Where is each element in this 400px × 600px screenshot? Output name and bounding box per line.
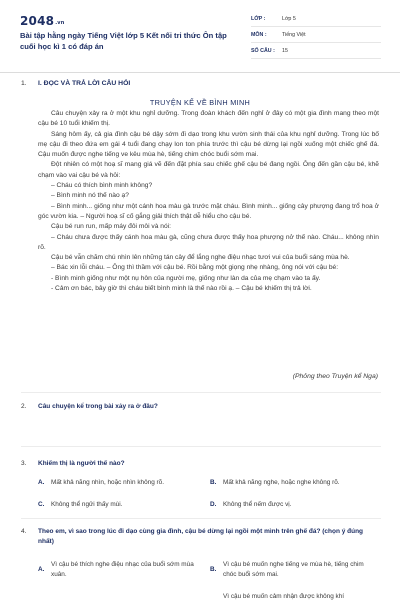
logo-suffix: .vn bbox=[55, 20, 65, 26]
option-label: C. bbox=[38, 501, 45, 508]
meta-key: LỚP : bbox=[251, 15, 266, 22]
story-title: TRUYỆN KỂ VỀ BÌNH MINH bbox=[149, 98, 251, 107]
question-number: 4. bbox=[21, 528, 27, 535]
story-paragraph: Đột nhiên có một hoạ sĩ mang giá vẽ đến đặt phía sau chiếc ghế cậu bé đang ngồi. Ông đến gần cậu bé, khẽ chạm vào vai cậu bé và hỏi: bbox=[38, 161, 379, 179]
answer-option-c[interactable] bbox=[38, 500, 122, 510]
story-paragraph: Cậu bé vẫn chăm chú nhìn lên những tán cây để lắng nghe điệu nhạc tươi vui của buổi sáng mùa hè. bbox=[51, 254, 350, 262]
question-text: Theo em, vì sao trong lúc đi dạo cùng gia đình, cậu bé dừng lại ngồi một mình trên ghế đá? (chọn ý đúng nhất) bbox=[38, 528, 364, 545]
answer-option-partial[interactable] bbox=[223, 592, 344, 600]
story-dialogue: – Cháu chưa được thấy cánh hoa màu gà, cũng chưa được thấy hoa phượng nở thế nào. Cháu... không nhìn rõ. bbox=[38, 233, 379, 251]
question-2 bbox=[21, 402, 381, 412]
story-dialogue: – Bình minh nó thế nào ạ? bbox=[51, 192, 129, 200]
meta-row-class bbox=[251, 11, 381, 27]
question-number: 2. bbox=[21, 403, 27, 410]
story-dialogue: – Bình minh... giống như một cánh hoa màu gà trước mặt cháu. Bình minh... giống cây phượng đang trổ hoa ở góc vườn kia. – Người hoạ sĩ cố gắng giải thích thật dễ hiểu cho cậu bé. bbox=[38, 202, 379, 220]
meta-value: 15 bbox=[282, 47, 288, 54]
option-label: A. bbox=[38, 566, 45, 573]
meta-key: MÔN : bbox=[251, 31, 267, 38]
question-3 bbox=[21, 459, 381, 469]
question-text: Khiếm thị là người thế nào? bbox=[38, 460, 125, 467]
answer-option-a[interactable] bbox=[38, 560, 206, 580]
option-label: D. bbox=[210, 501, 217, 508]
story-dialogue: – Bác xin lỗi cháu. – Ông thì thầm với cậu bé. Rồi bằng một giọng nhẹ nhàng, ông nói với cậu bé: bbox=[51, 264, 339, 272]
meta-row-subject bbox=[251, 27, 381, 43]
section-number: 1. bbox=[21, 80, 27, 87]
meta-value: Lớp 5 bbox=[282, 15, 296, 22]
option-text: Vì cậu bé thích nghe điệu nhạc của buổi sớm mùa xuân. bbox=[51, 561, 194, 578]
answer-option-b[interactable] bbox=[210, 478, 340, 488]
option-text: Mất khả năng nhìn, hoặc nhìn không rõ. bbox=[51, 479, 164, 486]
document-title: Bài tập hằng ngày Tiếng Việt lớp 5 Kết nối tri thức Ôn tập cuối học kì 1 có đáp án bbox=[20, 31, 227, 51]
divider bbox=[21, 446, 381, 447]
option-label: B. bbox=[210, 566, 217, 573]
section-heading bbox=[21, 80, 130, 87]
question-text: Câu chuyện kể trong bài xảy ra ở đâu? bbox=[38, 403, 158, 410]
option-text: Không thể ngửi thấy mùi. bbox=[51, 501, 123, 508]
question-number: 3. bbox=[21, 460, 27, 467]
answer-option-a[interactable] bbox=[38, 478, 164, 488]
divider bbox=[21, 392, 381, 393]
question-4 bbox=[21, 527, 381, 547]
meta-row-count bbox=[251, 43, 381, 59]
option-text: Vì cậu bé muốn nghe tiếng ve mùa hè, tiếng chim chóc buổi sớm mai. bbox=[223, 561, 364, 578]
divider bbox=[21, 518, 381, 519]
story-body bbox=[38, 109, 379, 294]
option-text: Không thể nếm được vị. bbox=[223, 501, 292, 508]
story-paragraph: Cậu bé run run, mấp máy đôi môi và nói: bbox=[51, 223, 171, 231]
page-header bbox=[0, 0, 400, 70]
meta-value: Tiếng Việt bbox=[282, 31, 306, 38]
header-divider bbox=[0, 72, 400, 73]
story-source: (Phỏng theo Truyện kể Nga) bbox=[292, 373, 378, 380]
answer-option-b[interactable] bbox=[210, 560, 382, 580]
site-logo[interactable] bbox=[20, 14, 65, 28]
option-label: A. bbox=[38, 479, 45, 486]
story-dialogue: - Cảm ơn bác, bây giờ thì cháu biết bình minh là thế nào rồi ạ. – Cậu bé khiếm thị trả lời. bbox=[51, 285, 312, 293]
option-text: Vì cậu bé muốn cảm nhận được không khí bbox=[223, 593, 345, 600]
story-dialogue: - Bình minh giống như một nụ hôn của người mẹ, giống như làn da của mẹ chạm vào ta ấy. bbox=[51, 274, 321, 282]
story-dialogue: – Cháu có thích bình minh không? bbox=[51, 182, 153, 190]
option-label: B. bbox=[210, 479, 217, 486]
story-paragraph: Sáng hôm ấy, cả gia đình cậu bé dậy sớm đi dạo trong khu vườn sinh thái của khu nghỉ dưỡng. Trong lúc bố mẹ cậu đi theo đứa em gái 4 tuổi đang chạy lon ton phía trước thì cậu bé dừng lại ngồi xuống một chiếc ghế đá. Cậu muốn được nghe tiếng ve kêu mùa hè, tiếng chim chóc buổi sớm mai. bbox=[38, 130, 379, 159]
meta-table bbox=[251, 11, 381, 59]
story-paragraph: Câu chuyện xảy ra ở một khu nghỉ dưỡng. Trong đoàn khách đến nghỉ ở đây có một gia đình mang theo một cậu bé 10 tuổi khiếm thị. bbox=[38, 110, 379, 128]
section-title: I. ĐỌC VÀ TRẢ LỜI CÂU HỎI bbox=[38, 80, 131, 87]
meta-key: SỐ CÂU : bbox=[251, 47, 275, 54]
logo-text: 2048 bbox=[20, 14, 55, 28]
option-text: Mất khả năng nghe, hoặc nghe không rõ. bbox=[223, 479, 340, 486]
answer-option-d[interactable] bbox=[210, 500, 292, 510]
